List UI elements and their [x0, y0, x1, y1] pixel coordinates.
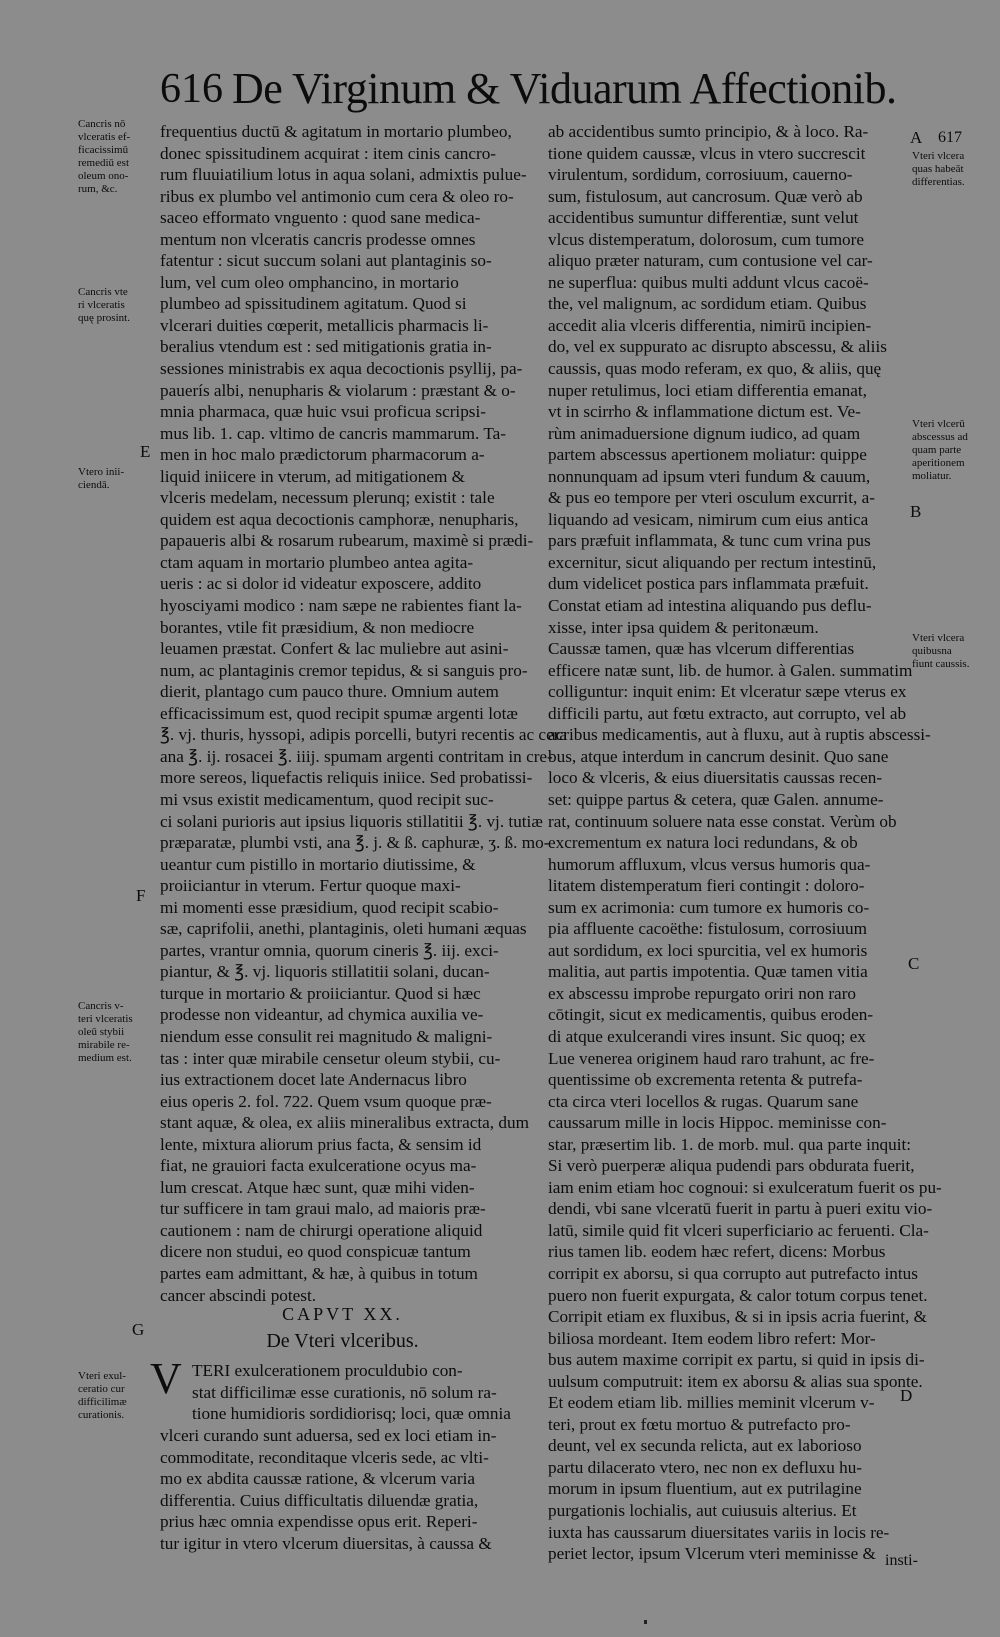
text-line: ueantur cum pistillo in mortario diutissime, &	[160, 854, 476, 874]
text-line: star, præsertim lib. 1. de morb. mul. qua parte inquit:	[548, 1134, 912, 1154]
text-line: prius hæc omnia expendisse opus erit. Reperi-	[160, 1512, 478, 1532]
chapter-first-lines	[192, 1360, 525, 1425]
text-line: mus lib. 1. cap. vltimo de cancris mammarum. Ta-	[160, 423, 506, 443]
text-line: partes eam admittant, & hæ, à quibus in totum	[160, 1263, 478, 1283]
text-line: partem abscessus apertionem moliatur: quippe	[548, 445, 867, 465]
text-line: efficacissimum est, quod recipit spumæ argenti lotæ	[160, 703, 518, 723]
chapter-heading: CAPVT XX.	[282, 1304, 403, 1324]
text-line: dierit, plantago cum pauco thure. Omnium autem	[160, 682, 499, 702]
text-line: bus autem maxime corripit ex partu, si quid in ipsis di-	[548, 1350, 925, 1370]
text-line: excernitur, sicut aliquando per rectum intestinū,	[548, 552, 877, 572]
margin-note: Vteri exul- ceratio cur difficilimæ curationis.	[78, 1370, 127, 1421]
text-line: bus, atque interdum in cancrum desinit. Quo sane	[548, 746, 889, 766]
text-line: do, vel ex suppurato ac disrupto abscessu, & aliis	[548, 337, 887, 357]
chapter-text	[160, 1425, 525, 1554]
text-line: pauerís albi, nenupharis & violarum : præstant & o-	[160, 380, 516, 400]
text-line: litatem distemperatum fieri contingit : doloro-	[548, 876, 865, 896]
text-line: aliquo præter naturam, cum contusione vel car-	[548, 251, 873, 271]
text-line: Corripit etiam ex fluxibus, & si in ipsis acria fuerint, &	[548, 1307, 928, 1327]
text-line: num, ac plantaginis cremor tepidus, & si sanguis pro-	[160, 660, 528, 680]
text-line: vlcerari duities cœperit, metallicis pharmacis li-	[160, 315, 489, 335]
text-line: partu dilacerato vtero, nec non ex defluxu hu-	[548, 1457, 863, 1477]
text-line: tione humidioris sordidiorisq; loci, quæ omnia	[192, 1404, 511, 1424]
text-line: Et eodem etiam lib. millies meminit vlcerum v-	[548, 1393, 875, 1413]
text-line: purgationis lochialis, aut cuiusuis alterius. Et	[548, 1501, 857, 1520]
text-line: quentissime ob excrementa retenta & putrefa-	[548, 1070, 863, 1090]
text-line: cancer abscindi potest.	[160, 1285, 317, 1305]
text-line: rius tamen lib. eodem hæc refert, dicens: Morbus	[548, 1242, 886, 1262]
text-line: frequentius ductū & agitatum in mortario plumbeo,	[160, 122, 512, 141]
text-line: di atque exulcerandi vires insunt. Sic quoq; ex	[548, 1026, 866, 1046]
margin-note: Vtero inii- ciendā.	[78, 466, 125, 491]
text-line: malitia, aut partis impotentia. Quæ tamen vitia	[548, 962, 868, 982]
margin-note: Vteri vlcerū abscessus ad quam parte aperitionem moliatur.	[912, 418, 968, 482]
text-line: iuxta has caussarum diuersitates variis in locis re-	[548, 1522, 890, 1542]
text-line: deunt, vel ex secunda relicta, aut ex laborioso	[548, 1436, 862, 1456]
text-line: ueris : ac si dolor id videatur exposcere, addito	[160, 574, 482, 594]
text-line: vlceri curando sunt aduersa, sed ex loci etiam in-	[160, 1426, 497, 1445]
text-line: tione quidem caussæ, vlcus in vtero succrescit	[548, 143, 866, 163]
text-line: mentum non vlceratis cancris prodesse omnes	[160, 229, 476, 249]
section-letter: D	[900, 1386, 913, 1405]
text-line: fiat, ne grauiori facta exulceratione ocyus ma-	[160, 1156, 477, 1176]
text-line: set: quippe partus & cetera, quæ Galen. annume-	[548, 789, 884, 809]
text-line: rat, continuum soluere nata esse constat. Verùm ob	[548, 811, 897, 831]
text-line: plumbeo ad spissitudinem agitatum. Quod si	[160, 294, 467, 314]
page-header	[150, 64, 897, 114]
catchword: insti-	[885, 1552, 918, 1569]
text-line: quidem est aqua decoctionis camphoræ, nenupharis,	[160, 509, 519, 529]
text-line: mnia pharmaca, quæ huic vsui proficua scripsi-	[160, 402, 486, 422]
text-line: mi vsus existit medicamentum, quod recipit suc-	[160, 789, 494, 809]
text-line: men in hoc malo prædictorum pharmacorum a-	[160, 445, 485, 465]
text-line: fatentur : sicut succum solani aut plantaginis so-	[160, 251, 492, 271]
text-line: ab accidentibus sumto principio, & à loco. Ra-	[548, 122, 869, 141]
text-line: sæ, caprifolii, anethi, plantaginis, oleti humani æquas	[160, 919, 527, 939]
text-line: mo ex abdita caussæ ratione, & vlcerum varia	[160, 1469, 475, 1489]
text-line: humorum affluxum, vlcus versus humoris qua-	[548, 854, 871, 874]
text-line: turque in mortario & proiiciantur. Quod si hæc	[160, 983, 481, 1003]
text-line: efficere natæ sunt, lib. de humor. à Galen. summatim	[548, 660, 913, 680]
text-line: vlceris medelam, necessum plerunq; existit : tale	[160, 488, 495, 508]
text-line: sum, fistulosum, aut cancrosum. Quæ verò ab	[548, 186, 863, 206]
text-line: lente, mixtura aliorum prius facta, & sensim id	[160, 1134, 482, 1154]
text-line: sum ex acrimonia: cum tumore ex humoris co-	[548, 897, 870, 917]
text-line: biliosa mordeant. Item eodem libro refert: Mor-	[548, 1328, 876, 1348]
text-line: acribus medicamentis, aut à fluxu, aut à ruptis abscessi-	[548, 725, 931, 745]
text-line: periet lector, ipsum Vlcerum vteri meminisse &	[548, 1544, 876, 1564]
text-line: ribus ex plumbo vel antimonio cum cera & oleo ro-	[160, 186, 514, 206]
text-line: tur igitur in vtero vlcerum diuersitas, à caussa &	[160, 1533, 492, 1553]
text-line: dicere non studui, eo quod conspicuæ tantum	[160, 1242, 471, 1262]
text-line: tur sufficere in tam graui malo, ad maioris præ-	[160, 1199, 486, 1219]
text-line: morum in ipsum fluentium, aut ex putrilagine	[548, 1479, 862, 1499]
text-line: excrementum ex natura loci redundans, & ob	[548, 833, 858, 853]
margin-note: Cancris v- teri vlceratis oleū stybii mirabile re- medium est.	[78, 1000, 133, 1064]
text-line: loco & vlceris, & eius diuersitatis caussas recen-	[548, 768, 883, 788]
left-text-column	[160, 121, 568, 1306]
text-line: liquando ad vesicam, nimirum cum eius antica	[548, 509, 869, 529]
text-line: saceo efformato vnguento : quod sane medica-	[160, 208, 481, 228]
text-line: beralius vtendum est : sed mitigationis gratia in-	[160, 337, 492, 357]
text-line: Constat etiam ad intestina aliquando pus deflu-	[548, 596, 872, 616]
margin-note: Cancris vte ri vlceratis quę prosint.	[78, 286, 130, 324]
text-line: cōtingit, sicut ex medicamentis, quibus eroden-	[548, 1005, 874, 1025]
text-line: ci solani purioris aut ipsius liquoris stillatitii ℥. vj. tutiæ	[160, 811, 543, 831]
section-letter: A	[910, 128, 923, 147]
text-line: more sereos, liquefactis reliquis iniice. Sed probatissi-	[160, 768, 533, 788]
text-line: stant aquæ, & olea, ex aliis mineralibus extracta, dum	[160, 1113, 529, 1133]
text-line: Lue venerea originem haud raro trahunt, ac fre-	[548, 1048, 875, 1068]
text-line: ℥. vj. thuris, hyssopi, adipis porcelli, butyri recentis ac cera	[160, 725, 568, 745]
text-line: Si verò puerperæ aliqua pudendi pars obdurata fuerit,	[548, 1156, 915, 1176]
section-letter: E	[140, 442, 151, 461]
text-line: eius operis 2. fol. 722. Quem vsum quoque præ-	[160, 1091, 492, 1111]
text-line: papaueris albi & rosarum rubearum, maximè si prædi-	[160, 531, 534, 551]
text-line: rum fluuiatilium lotus in aqua solani, admixtis pulue-	[160, 165, 527, 185]
page-number: 616	[160, 66, 223, 112]
text-line: Caussæ tamen, quæ has vlcerum differentias	[548, 639, 855, 659]
text-line: ana ℥. ij. rosacei ℥. iiij. spumam argenti contritam in cre-	[160, 746, 553, 766]
text-line: stat difficilimæ esse curationis, nō solum ra-	[192, 1382, 497, 1402]
text-line: dum videlicet postica pars inflammata præfuit.	[548, 574, 869, 594]
text-line: differentia. Cuius difficultatis diluendæ gratia,	[160, 1490, 479, 1510]
text-line: tas : inter quæ mirabile censetur oleum stybii, cu-	[160, 1048, 501, 1068]
text-line: leuamen præstat. Confert & lac muliebre aut asini-	[160, 639, 509, 659]
text-line: xisse, inter ipsa quidem & peritonæum.	[548, 617, 819, 637]
text-line: borantes, vtile fit præsidium, & non mediocre	[160, 617, 475, 637]
text-line: ne superflua: quibus multi addunt vlcus cacoë-	[548, 272, 869, 292]
text-line: cautionem : nam de chirurgi operatione aliquid	[160, 1220, 483, 1240]
text-line: nonnunquam ad ipsum vteri fundum & cauum,	[548, 466, 871, 486]
text-line: latū, simile quid fit vlceri superficiario ac feruenti. Cla-	[548, 1220, 929, 1240]
text-line: ctam aquam in mortario plumbeo antea agita-	[160, 552, 474, 572]
text-line: lum, vel cum oleo omphancino, in mortario	[160, 272, 459, 292]
text-line: virulentum, sordidum, corrosiuum, cauerno-	[548, 165, 853, 185]
text-line: iam enim etiam hoc cognoui: si exulceratum fuerit os pu-	[548, 1177, 942, 1197]
text-line: the, vel malignum, ac sordidum etiam. Quibus	[548, 294, 867, 314]
text-line: rùm animaduersione dignum iudico, ad quam	[548, 423, 861, 443]
text-line: uulsum computruit: item ex aborsu & alias sua sponte.	[548, 1371, 923, 1391]
text-line: proiiciantur in vterum. Fertur quoque maxi-	[160, 876, 461, 896]
text-line: nuper retulimus, loci etiam differentia emanat,	[548, 380, 867, 400]
text-line: caussarum mille in locis Hippoc. meminisse con-	[548, 1113, 887, 1133]
text-line: cta circa vteri locellos & rugas. Quarum sane	[548, 1091, 859, 1111]
text-line: præparatæ, plumbi vsti, ana ℥. j. & ß. caphuræ, ʒ. ß. mo-	[160, 833, 550, 853]
text-line: niendum esse consulit rei magnitudo & maligni-	[160, 1026, 493, 1046]
text-line: corripit ex aborsu, si qua corrupto aut putrefacto intus	[548, 1263, 918, 1283]
text-line: puero non fuerit expurgata, & calor totum corpus tenet.	[548, 1285, 928, 1305]
text-line: pars præfuit inflammata, & tunc cum vrina pus	[548, 531, 871, 551]
facing-page-number: 617	[938, 129, 962, 146]
section-letter: B	[910, 502, 922, 521]
text-line: liquid iniicere in vterum, ad mitigationem &	[160, 466, 466, 486]
margin-note: Vteri vlcera quas habeāt differentias.	[912, 150, 965, 188]
text-line: dendi, vbi sane vlceratū fuerit in partu à pueri exitu vio-	[548, 1199, 933, 1219]
text-line: teri, prout ex fœtu mortuo & putrefacto pro-	[548, 1414, 851, 1434]
text-line: hyosciyami modico : nam sæpe ne rabientes fiant la-	[160, 596, 522, 616]
text-line: vt in scirrho & inflammatione dictum est. Ve-	[548, 402, 861, 422]
text-line: commoditate, reconditaque vlceris sede, ac vlti-	[160, 1447, 489, 1467]
text-line: & pus eo tempore per vteri osculum excurrit, a-	[548, 488, 875, 508]
text-line: partes, vrantur omnia, quorum cineris ℥. iij. exci-	[160, 940, 499, 960]
margin-note: Cancris nō vlceratis ef- ficacissimū remediū est oleum ono- rum, &c.	[78, 118, 131, 195]
text-line: ex abscessu improbe repurgato oriri non raro	[548, 983, 857, 1003]
text-line: accedit alia vlceris differentia, nimirū incipien-	[548, 315, 872, 335]
text-line: lum crescat. Atque hæc sunt, quæ mihi viden-	[160, 1177, 475, 1197]
drop-cap: V	[150, 1354, 182, 1403]
text-line: sessiones ministrabis ex aqua decoctionis psyllij, pa-	[160, 359, 523, 379]
text-line: TERI exulcerationem proculdubio con-	[192, 1361, 463, 1380]
text-line: ius extractionem docet late Andernacus libro	[160, 1070, 467, 1090]
text-line: pia affluente cacoëthe: fistulosum, corrosiuum	[548, 919, 867, 939]
text-line: accidentibus sumuntur differentiæ, sunt velut	[548, 208, 859, 228]
section-letter: F	[136, 886, 146, 905]
section-letter: G	[132, 1320, 145, 1339]
running-title: De Virginum & Viduarum Affectionib.	[232, 64, 897, 113]
text-line: donec spissitudinem acquirat : item cinis cancro-	[160, 143, 497, 163]
page-speck	[644, 1620, 647, 1624]
text-line: vlcus distemperatum, dolorosum, cum tumore	[548, 229, 865, 249]
margin-note: Vteri vlcera quibusna fiunt caussis.	[912, 632, 970, 670]
text-line: aut sordidum, ex loci spurcitia, vel ex humoris	[548, 940, 868, 960]
text-line: prodesse non videantur, ad chymica auxilia ve-	[160, 1005, 484, 1025]
text-line: caussis, quas modo referam, ex quo, & aliis, quę	[548, 359, 882, 379]
text-line: piantur, & ℥. vj. liquoris stillatitii solani, ducan-	[160, 962, 490, 982]
text-line: difficili partu, aut fœtu extracto, aut corrupto, vel ab	[548, 703, 907, 723]
chapter-subheading: De Vteri vlceribus.	[266, 1330, 419, 1352]
text-line: mi momenti esse præsidium, quod recipit scabio-	[160, 897, 499, 917]
text-line: colliguntur: inquit enim: Et vlceratur sæpe vterus ex	[548, 682, 907, 702]
section-letter: C	[908, 954, 920, 973]
